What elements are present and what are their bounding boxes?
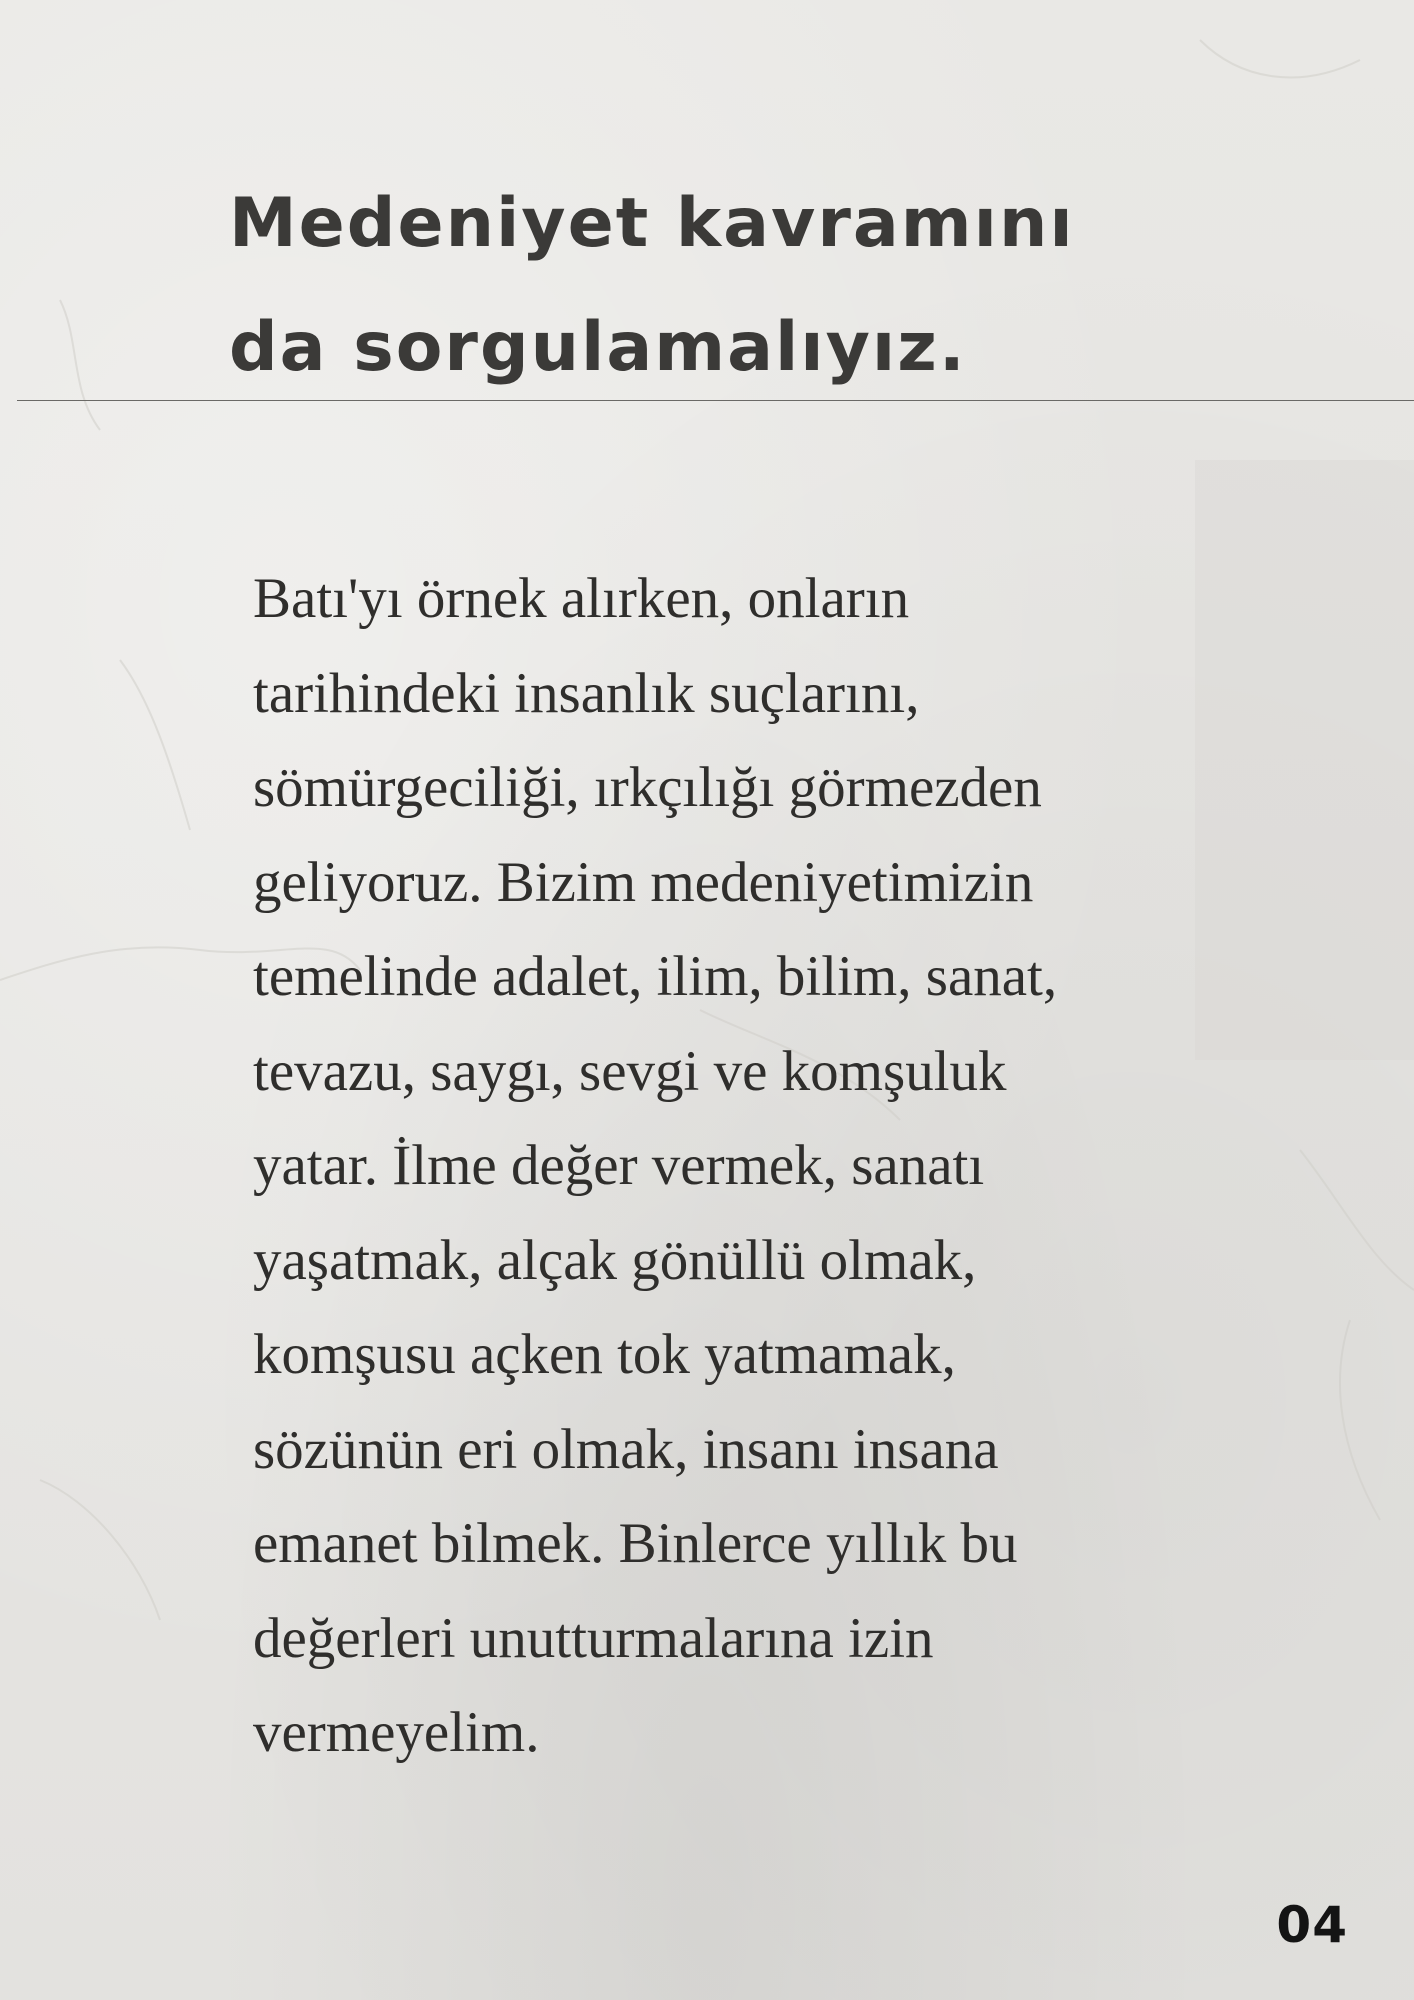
body-line: Batı'yı örnek alırken, onların [253,567,910,630]
body-line: geliyoruz. Bizim medeniyetimizin [253,850,1034,914]
body-paragraph [253,552,1253,1781]
body-line: tarihindeki insanlık suçlarını, [253,661,920,725]
heading-line: Medeniyet kavramını [229,184,1075,263]
page-number: 04 [1276,1896,1348,1954]
body-line: emanet bilmek. Binlerce yıllık bu [253,1512,1018,1575]
body-line: komşusu açken tok yatmamak, [253,1323,956,1386]
body-line: değerleri unutturmalarına izin [253,1606,934,1670]
body-line: temelinde adalet, ilim, bilim, sanat, [253,945,1058,1008]
heading-divider [17,400,1414,401]
page-heading [229,162,1229,410]
body-line: yaşatmak, alçak gönüllü olmak, [253,1228,977,1292]
body-line: tevazu, saygı, sevgi ve komşuluk [253,1039,1007,1103]
body-line: yatar. İlme değer vermek, sanatı [253,1134,985,1197]
heading-line: da sorgulamalıyız. [229,308,967,387]
body-line: sözünün eri olmak, insanı insana [253,1417,999,1481]
body-line: sömürgeciliği, ırkçılığı görmezden [253,756,1042,819]
body-line: vermeyelim. [253,1701,540,1764]
